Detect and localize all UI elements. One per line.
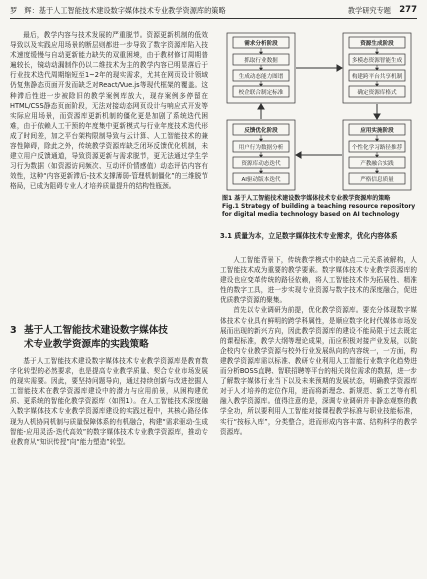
tl-item-1: 抓取行业数据 — [244, 57, 278, 64]
header-rule — [10, 18, 417, 19]
tl-item-3: 校企联合制定标准 — [238, 89, 284, 96]
left-column-text — [10, 30, 208, 192]
br-title: 应用实施阶段 — [360, 127, 394, 134]
subsection-heading: 3.1 质量为本，立足数字媒体技术专业需求，优化内容体系 — [220, 232, 398, 240]
figure-caption-cn: 图1 基于人工智能技术建设数字媒体技术专业教学资源库的策略 — [222, 195, 391, 202]
tl-title: 需求分析阶段 — [244, 40, 278, 47]
paragraph: 最后，教学内容与技术发展的严重脱节。资源更新机制的低效导致以及实践应用场景的断层则都进一步导致了数字资源库陷入技术速度缓慢与自动更新能力缺失的双重困境，由于教材修订周期普遍较长，镜动动漏制作仍以二维技术为主的教学内容已明显落后于行业技术迭代周期缩短至1~2年的现实需求，尤其在网页设计领域仍复焦静态页面开发而缺乏对React/Vue.js等现代框架的覆盖。这种滞后性进一步被除旧的教学案例库放大，现存案例多停留在HTML/CSS静态页面阶段，无法对接动态网页设计与响应式开发等实际应用场景，而资源库更新机制的僵化更是加剧了系统迭代困难，由于依赖人工干预的年度集中更新模式与行业年度技术迭代形成了时间差，加之平台架构限制导致与云计算、人工智能技术的兼容性障碍，除此之外，传统教学资源库缺乏闭环反馈优化机制，未建立用户反馈通道，导致资源更新与需求脱节，更无法通过学生学习行为数据（如资源访问频次、互动评价情感值）动态评估内容有效性，这种“内容更新滞后-技术支撑薄弱-管理机制僵化”的三维脱节格局，已成为阻碍专业人才培养质量提升的结构性瓶颈。 — [10, 31, 208, 191]
bl-item-1: 用户行为数据分析 — [238, 144, 284, 151]
br-item-1: 个性化学习路径推荐 — [351, 144, 403, 151]
bl-title: 反馈优化阶段 — [244, 127, 278, 134]
paragraph: 基于人工智能技术建设数字媒体技术专业教学资源库是教育数字化转型的必然要求，也是提高专业教学质量、契合专业市场发展的现实需要。因此，要坚持问题导向，通过持续创新与改进挖掘人工智能技术在教学资源库建设中的潜力与应用前景，从困构建优质、更系统的智能化教学资源库（如图1）。在人工智能技术深度融入数字媒体技术专业教学资源库建设的实践过程中，其核心路径体现为人机协同机制与质量保障体系的有机融合，构建“需求驱动-生成智能-应用灵活-迭代高效”的数字媒体技术专业教学资源库，推动专业教育从“知识传授”向“能力塑造”转型。 — [10, 357, 208, 446]
running-header — [10, 5, 417, 19]
br-item-2: 产教融合实践 — [360, 160, 394, 167]
tr-item-3: 确定资源库格式 — [357, 89, 397, 96]
header-author-title: 罗 辉：基于人工智能技术建设数字媒体技术专业教学资源库的策略 — [10, 6, 226, 15]
tr-item-1: 多模态资源智能生成 — [351, 57, 403, 64]
bl-item-2: 资源库动态迭代 — [241, 160, 281, 167]
page-number: 277 — [399, 5, 417, 15]
figure-caption-en: Fig.1 Strategy of building a teaching resource repository for digital media technology based on AI technology — [222, 202, 416, 218]
tr-item-2: 构建跨平台共享机制 — [351, 73, 403, 80]
figure-caption — [222, 195, 417, 218]
section-number: 3 — [10, 325, 17, 336]
section-title-line1: 基于人工智能技术建设数字媒体技 — [24, 325, 168, 336]
br-item-3: 严格信息质量 — [360, 176, 394, 183]
tr-title: 资源生成阶段 — [360, 40, 394, 47]
section-heading — [10, 324, 210, 351]
figure-1-diagram — [226, 32, 412, 192]
left-column-text-2 — [10, 356, 208, 447]
tl-item-2: 生成动态能力图谱 — [238, 73, 284, 80]
bl-item-3: AI驱动版本迭代 — [241, 176, 281, 183]
right-column-text — [220, 255, 417, 437]
paragraph: 人工智能背景下，传统教学模式中的缺点二元关系被解构，人工智能技术成为重要的教学要素。数字媒体技术专业教学资源库的建设也应变革传统的路径依赖，将人工智能技术作为拓展性、精准性的数字工具，进一步实现专业资源与数字技术的深度融合，促进优质教学资源的聚集。 — [220, 256, 417, 305]
header-column-name: 教学研究专题 — [347, 6, 391, 15]
paragraph: 首先以专业调研为前提，优化教学资源库。要充分体现数字媒体技术专业具有鲜明的跨学科属性，是顺应数字化时代媒体市场发展而出现的新兴方向，因此教学资源库的建设不能局限于过去既定的课程标准，教学大纲等理论成果，而应积极对接产业发展，以院企校内专业教学资源与校外行业发展纵向的内容统一，一方面，构建教学资源库需以标准、教研专业利用人工智能行业数字化趋势进而分析BOSS直聘、智联招聘等平台的相关岗位需求的数据，进一步了解数字媒体行业当下以及未来预期的发展状态，明确教学资源库对于人才培养的定位作用，进而将新理念、新规范、新工艺等有机融入教学资源库。值得注意的是，深调专业调研并非静态观察的教学全功，所以要利用人工智能对接课程教学标准与职业技能标准，实行“按标入库”，分类整合，进而形成内容丰富、结构科学的教学资源库。 — [220, 306, 417, 436]
section-title-line2: 术专业教学资源库的实践策略 — [24, 338, 149, 350]
